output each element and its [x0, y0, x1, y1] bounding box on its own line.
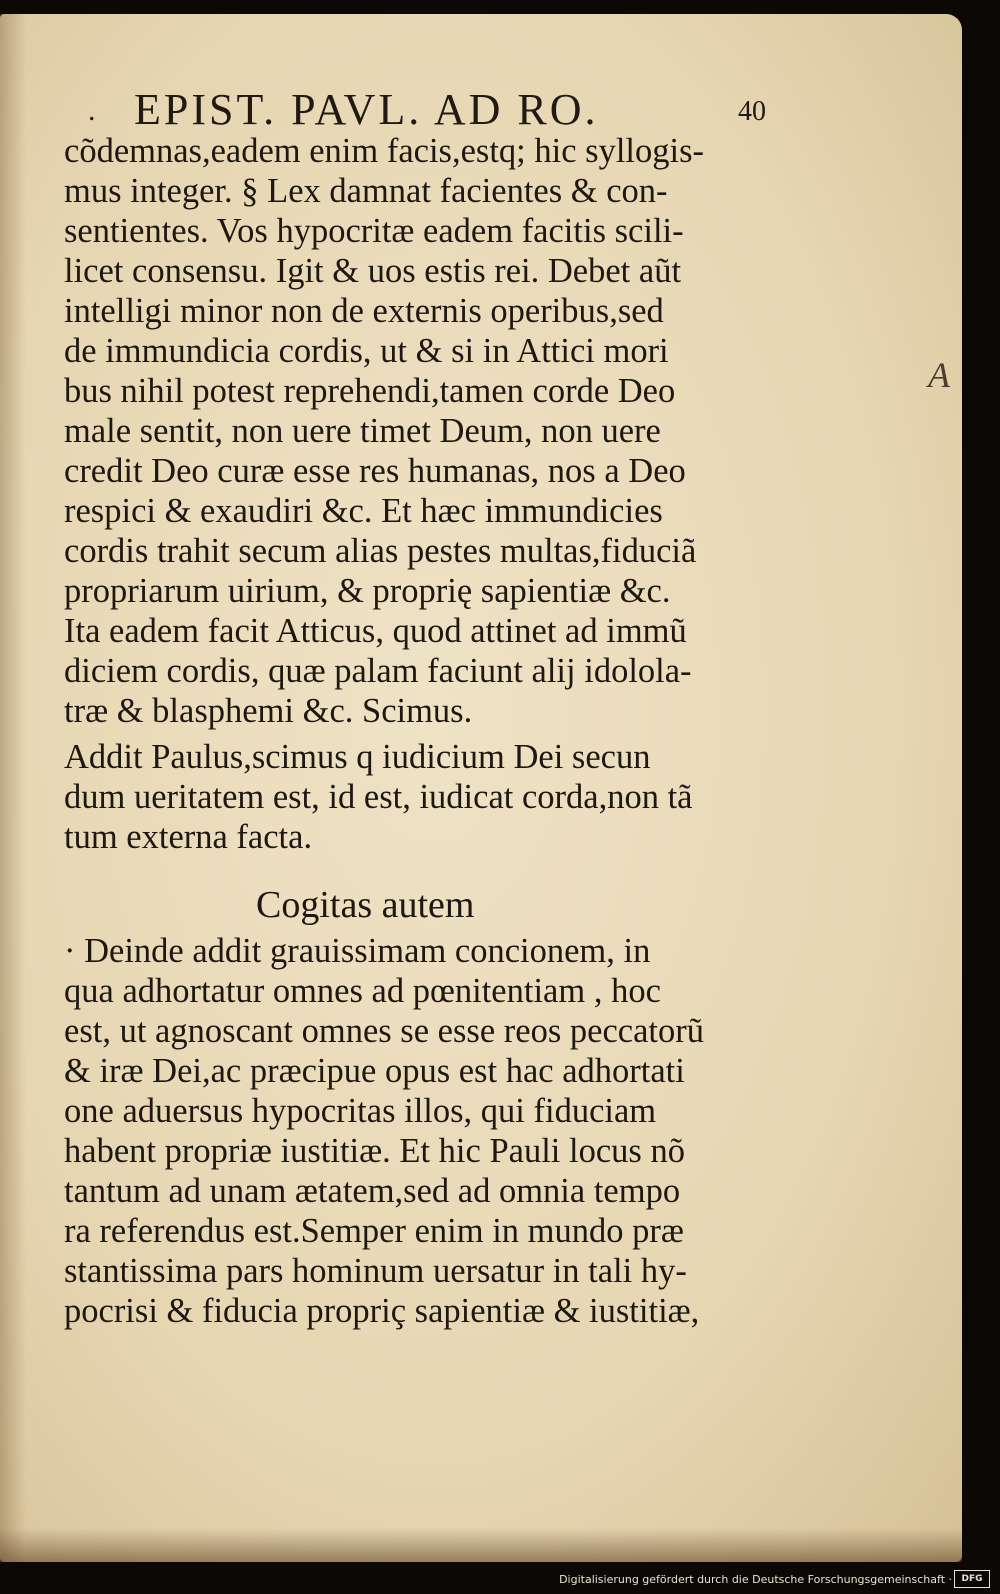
- text-line: sentientes. Vos hypocritæ eadem facitis scili-: [64, 212, 684, 250]
- margin-annotation: A: [928, 355, 950, 395]
- text-line: male sentit, non uere timet Deum, non uere: [64, 412, 661, 450]
- text-line: credit Deo curæ esse res humanas, nos a Deo: [64, 452, 686, 490]
- text-line: qua adhortatur omnes ad pœnitentiam , hoc: [64, 972, 661, 1010]
- text-line: licet consensu. Igit & uos estis rei. Debet aũt: [64, 252, 682, 290]
- text-line: propriarum uirium, & proprię sapientiæ &c.: [64, 572, 671, 610]
- footer-bar: [0, 1562, 1000, 1594]
- text-line: Ita eadem facit Atticus, quod attinet ad immũ: [64, 612, 687, 650]
- text-line: Addit Paulus,scimus q iudicium Dei secun: [64, 738, 651, 776]
- text-line: bus nihil potest reprehendi,tamen corde Deo: [64, 372, 676, 410]
- text-line: respici & exaudiri &c. Et hæc immundicies: [64, 492, 663, 530]
- text-line: cõdemnas,eadem enim facis,estq; hic syllogis-: [64, 132, 704, 170]
- text-line: habent propriæ iustitiæ. Et hic Pauli locus nõ: [64, 1132, 685, 1170]
- text-line: træ & blasphemi &c. Scimus.: [64, 692, 473, 730]
- text-line: & iræ Dei,ac præcipue opus est hac adhortati: [64, 1052, 685, 1090]
- text-line: tantum ad unam ætatem,sed ad omnia tempo: [64, 1172, 681, 1210]
- text-line: de immundicia cordis, ut & si in Attici mori: [64, 332, 669, 370]
- text-line: est, ut agnoscant omnes se esse reos peccatorũ: [64, 1012, 704, 1050]
- gutter-shadow: [0, 14, 26, 1562]
- book-page: [0, 14, 962, 1562]
- header-dot: .: [88, 94, 96, 127]
- page-bottom-edge: [0, 1528, 962, 1562]
- text-line: one aduersus hypocritas illos, qui fiduciam: [64, 1092, 657, 1130]
- dfg-logo: DFG: [954, 1570, 990, 1588]
- text-line: · Deinde addit grauissimam concionem, in: [64, 932, 651, 970]
- text-line: cordis trahit secum alias pestes multas,fiduciã: [64, 532, 697, 570]
- text-line: stantissima pars hominum uersatur in tali hy-: [64, 1252, 687, 1290]
- text-line: pocrisi & fiducia propriç sapientiæ & iustitiæ,: [64, 1292, 700, 1330]
- text-line: ra referendus est.Semper enim in mundo præ: [64, 1212, 684, 1250]
- running-header: [88, 84, 788, 134]
- text-line: dum ueritatem est, id est, iudicat corda,non tã: [64, 778, 693, 816]
- page-number: 40: [738, 96, 766, 127]
- text-line: intelligi minor non de externis operibus,sed: [64, 292, 664, 330]
- text-line: mus integer. § Lex damnat facientes & con-: [64, 172, 668, 210]
- section-heading: Cogitas autem: [256, 884, 475, 926]
- text-line: diciem cordis, quæ palam faciunt alij idolola-: [64, 652, 692, 690]
- text-line: tum externa facta.: [64, 818, 313, 856]
- running-title: EPIST. PAVL. AD RO.: [134, 85, 599, 134]
- funding-credit: Digitalisierung gefördert durch die Deutsche Forschungsgemeinschaft ·: [559, 1573, 952, 1586]
